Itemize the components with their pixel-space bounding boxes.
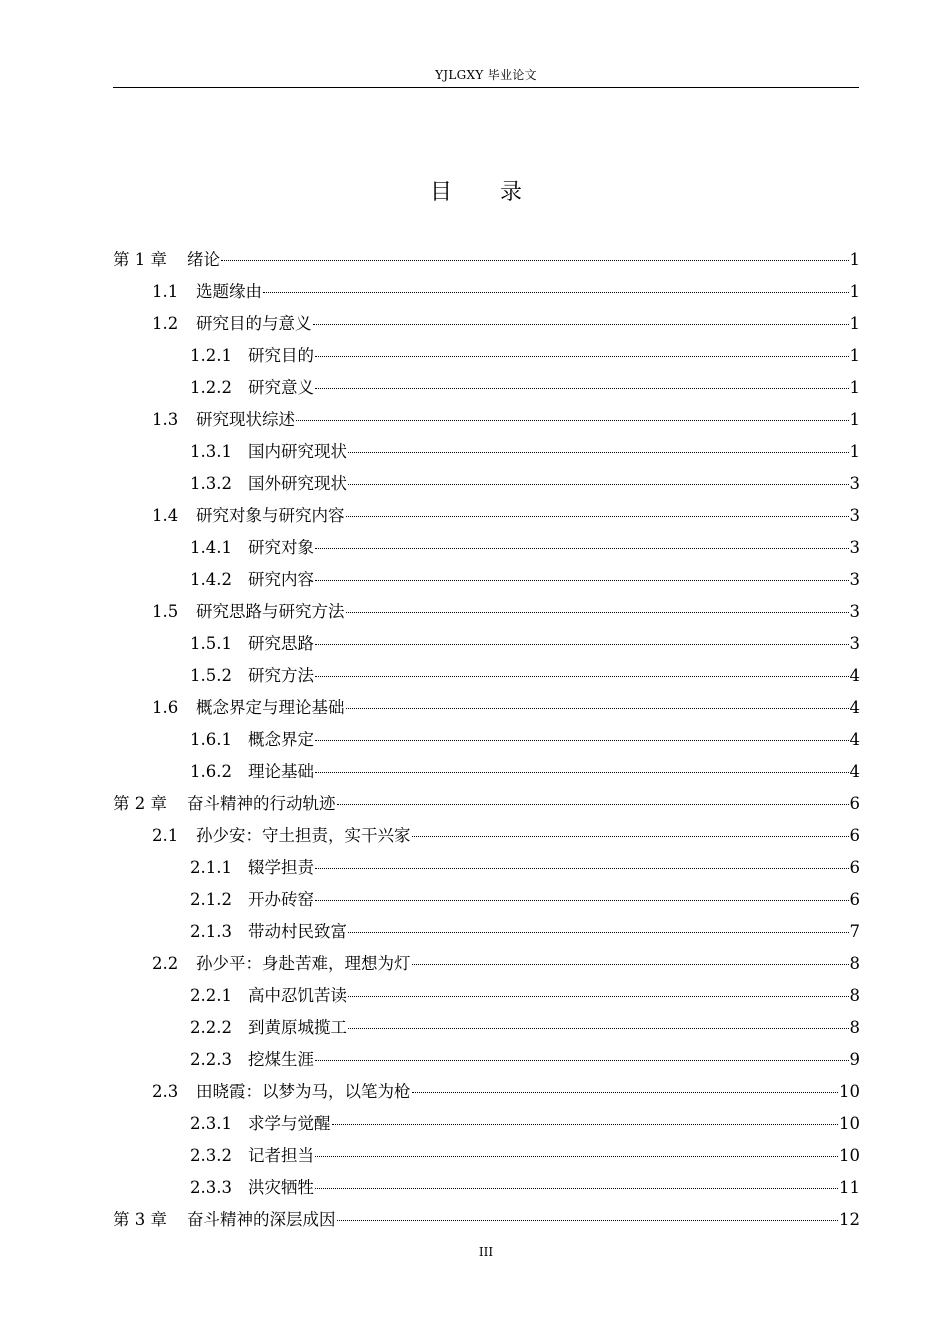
dot-leader: [313, 324, 849, 325]
toc-entry-2-2-2[interactable]: [113, 1012, 860, 1044]
dot-leader: [346, 612, 849, 613]
toc-entry-page: 1: [849, 410, 860, 429]
toc-entry-label: 孙少安：守土担责，实干兴家: [196, 826, 411, 845]
toc-entry-label: 概念界定与理论基础: [196, 698, 345, 717]
toc-entry-page: 4: [849, 762, 860, 781]
toc-entry-2-1-2[interactable]: [113, 884, 860, 916]
dot-leader: [263, 292, 849, 293]
toc-entry-page: 6: [849, 858, 860, 877]
dot-leader: [315, 548, 849, 549]
toc-entry-page: 4: [849, 730, 860, 749]
toc-entry-number: 1.2.2: [190, 378, 232, 397]
toc-entry-label: 洪灾牺牲: [248, 1178, 314, 1197]
dot-leader: [412, 836, 849, 837]
toc-entry-number: 2.3.2: [190, 1146, 232, 1165]
dot-leader: [315, 644, 849, 645]
dot-leader: [346, 516, 849, 517]
toc-entry-1-6-1[interactable]: [113, 724, 860, 756]
toc-entry-page: 8: [849, 986, 860, 1005]
toc-entry-label: 辍学担责: [248, 858, 314, 877]
toc-entry-1-1[interactable]: [113, 276, 860, 308]
toc-entry-label: 研究现状综述: [196, 410, 295, 429]
toc-entry-number: 2.1.2: [190, 890, 232, 909]
dot-leader: [315, 772, 849, 773]
toc-entry-page: 11: [839, 1178, 860, 1197]
dot-leader: [315, 1156, 838, 1157]
toc-entry-number: 2.1.1: [190, 858, 232, 877]
toc-entry-label: 带动村民致富: [248, 922, 347, 941]
toc-entry-label: 绪论: [187, 250, 220, 269]
toc-entry-label: 研究对象: [248, 538, 314, 557]
toc-entry-page: 7: [849, 922, 860, 941]
toc-entry-number: 1.4.2: [190, 570, 232, 589]
toc-entry-2-2-3[interactable]: [113, 1044, 860, 1076]
toc-entry-page: 4: [849, 698, 860, 717]
toc-entry-number: 1.5.1: [190, 634, 232, 653]
toc-entry-number: 2.2.2: [190, 1018, 232, 1037]
header-text: YJLGXY 毕业论文: [435, 68, 537, 82]
toc-entry-1-5-1[interactable]: [113, 628, 860, 660]
dot-leader: [412, 964, 849, 965]
toc-entry-number: 1.2.1: [190, 346, 232, 365]
toc-entry-2-2[interactable]: [113, 948, 860, 980]
toc-entry-label: 挖煤生涯: [248, 1050, 314, 1069]
page-number: III: [478, 1245, 494, 1259]
toc-entry-number: 1.6.1: [190, 730, 232, 749]
dot-leader: [332, 1124, 839, 1125]
toc-entry-page: 6: [849, 826, 860, 845]
toc-title: 目录: [429, 180, 570, 205]
table-of-contents: [113, 244, 860, 1236]
toc-entry-label: 国内研究现状: [248, 442, 347, 461]
toc-entry-1-5-2[interactable]: [113, 660, 860, 692]
toc-entry-label: 研究对象与研究内容: [196, 506, 345, 525]
page-footer: [0, 1245, 950, 1259]
dot-leader: [412, 1092, 839, 1093]
toc-entry-number: 1.1: [152, 282, 179, 301]
toc-entry-1-2[interactable]: [113, 308, 860, 340]
toc-entry-page: 1: [849, 346, 860, 365]
toc-entry-number: 2.3.3: [190, 1178, 232, 1197]
toc-entry-page: 3: [849, 570, 860, 589]
toc-entry-label: 研究目的与意义: [196, 314, 312, 333]
toc-entry-page: 10: [839, 1146, 860, 1165]
toc-entry-number: 2.1.3: [190, 922, 232, 941]
dot-leader: [315, 900, 849, 901]
toc-entry-page: 1: [849, 250, 860, 269]
dot-leader: [315, 356, 849, 357]
toc-entry-label: 研究目的: [248, 346, 314, 365]
toc-entry-label: 研究方法: [248, 666, 314, 685]
toc-entry-page: 3: [849, 474, 860, 493]
toc-entry-page: 12: [839, 1210, 860, 1229]
toc-entry-number: 第 2 章: [113, 794, 167, 813]
toc-entry-1-4-2[interactable]: [113, 564, 860, 596]
toc-entry-2-1-3[interactable]: [113, 916, 860, 948]
toc-entry-1-3[interactable]: [113, 404, 860, 436]
toc-entry-1-3-2[interactable]: [113, 468, 860, 500]
dot-leader: [315, 1188, 838, 1189]
toc-entry-2-3[interactable]: [113, 1076, 860, 1108]
toc-entry-number: 第 1 章: [113, 250, 167, 269]
toc-entry-2-1[interactable]: [113, 820, 860, 852]
toc-entry-1-6-2[interactable]: [113, 756, 860, 788]
toc-entry-label: 选题缘由: [196, 282, 262, 301]
toc-entry-label: 概念界定: [248, 730, 314, 749]
toc-entry-number: 2.2.1: [190, 986, 232, 1005]
toc-entry-1-6[interactable]: [113, 692, 860, 724]
toc-entry-1-5[interactable]: [113, 596, 860, 628]
toc-entry-label: 到黄原城揽工: [248, 1018, 347, 1037]
toc-entry-number: 2.3: [152, 1082, 179, 1101]
toc-entry-page: 1: [849, 282, 860, 301]
toc-entry-label: 研究思路与研究方法: [196, 602, 345, 621]
toc-entry-1-2-1[interactable]: [113, 340, 860, 372]
toc-entry-number: 2.2.3: [190, 1050, 232, 1069]
toc-entry-page: 3: [849, 538, 860, 557]
dot-leader: [348, 452, 849, 453]
toc-entry-number: 1.3.2: [190, 474, 232, 493]
toc-entry-page: 1: [849, 378, 860, 397]
toc-entry-number: 2.1: [152, 826, 179, 845]
toc-entry-第3章[interactable]: [113, 1204, 860, 1236]
toc-entry-1-4-1[interactable]: [113, 532, 860, 564]
toc-entry-page: 8: [849, 1018, 860, 1037]
dot-leader: [348, 484, 849, 485]
toc-entry-2-3-3[interactable]: [113, 1172, 860, 1204]
toc-entry-page: 3: [849, 506, 860, 525]
dot-leader: [315, 388, 849, 389]
toc-entry-label: 田晓霞：以梦为马，以笔为枪: [196, 1082, 411, 1101]
toc-entry-2-1-1[interactable]: [113, 852, 860, 884]
toc-entry-number: 2.2: [152, 954, 179, 973]
toc-entry-number: 1.6.2: [190, 762, 232, 781]
toc-entry-page: 6: [849, 794, 860, 813]
toc-entry-number: 1.5.2: [190, 666, 232, 685]
dot-leader: [315, 580, 849, 581]
toc-entry-label: 奋斗精神的深层成因: [187, 1210, 336, 1229]
toc-entry-label: 孙少平：身赴苦难，理想为灯: [196, 954, 411, 973]
toc-entry-2-3-1[interactable]: [113, 1108, 860, 1140]
toc-entry-number: 1.3: [152, 410, 179, 429]
toc-entry-page: 8: [849, 954, 860, 973]
toc-entry-number: 1.5: [152, 602, 179, 621]
toc-entry-page: 3: [849, 634, 860, 653]
dot-leader: [348, 932, 849, 933]
dot-leader: [315, 676, 849, 677]
page-header: [113, 66, 859, 88]
toc-entry-第1章[interactable]: [113, 244, 860, 276]
toc-entry-label: 研究内容: [248, 570, 314, 589]
toc-entry-2-3-2[interactable]: [113, 1140, 860, 1172]
toc-entry-number: 第 3 章: [113, 1210, 167, 1229]
dot-leader: [337, 804, 849, 805]
toc-entry-1-2-2[interactable]: [113, 372, 860, 404]
toc-entry-page: 10: [839, 1082, 860, 1101]
dot-leader: [315, 1060, 849, 1061]
dot-leader: [221, 260, 849, 261]
toc-entry-number: 1.2: [152, 314, 179, 333]
toc-entry-1-3-1[interactable]: [113, 436, 860, 468]
dot-leader: [315, 740, 849, 741]
dot-leader: [315, 868, 849, 869]
toc-entry-label: 研究意义: [248, 378, 314, 397]
toc-entry-label: 求学与觉醒: [248, 1114, 331, 1133]
dot-leader: [348, 996, 849, 997]
toc-entry-number: 1.4.1: [190, 538, 232, 557]
toc-entry-page: 4: [849, 666, 860, 685]
toc-entry-number: 1.3.1: [190, 442, 232, 461]
toc-entry-page: 9: [849, 1050, 860, 1069]
dot-leader: [296, 420, 849, 421]
toc-entry-page: 6: [849, 890, 860, 909]
toc-entry-label: 高中忍饥苦读: [248, 986, 347, 1005]
toc-entry-label: 研究思路: [248, 634, 314, 653]
toc-entry-page: 10: [839, 1114, 860, 1133]
toc-entry-label: 理论基础: [248, 762, 314, 781]
toc-entry-label: 记者担当: [248, 1146, 314, 1165]
toc-entry-1-4[interactable]: [113, 500, 860, 532]
toc-entry-label: 开办砖窑: [248, 890, 314, 909]
toc-entry-label: 奋斗精神的行动轨迹: [187, 794, 336, 813]
toc-entry-第2章[interactable]: [113, 788, 860, 820]
toc-entry-page: 1: [849, 314, 860, 333]
toc-entry-2-2-1[interactable]: [113, 980, 860, 1012]
dot-leader: [348, 1028, 849, 1029]
dot-leader: [346, 708, 849, 709]
toc-entry-page: 3: [849, 602, 860, 621]
toc-entry-number: 2.3.1: [190, 1114, 232, 1133]
toc-entry-label: 国外研究现状: [248, 474, 347, 493]
toc-entry-page: 1: [849, 442, 860, 461]
dot-leader: [337, 1220, 839, 1221]
toc-entry-number: 1.6: [152, 698, 179, 717]
toc-entry-number: 1.4: [152, 506, 179, 525]
